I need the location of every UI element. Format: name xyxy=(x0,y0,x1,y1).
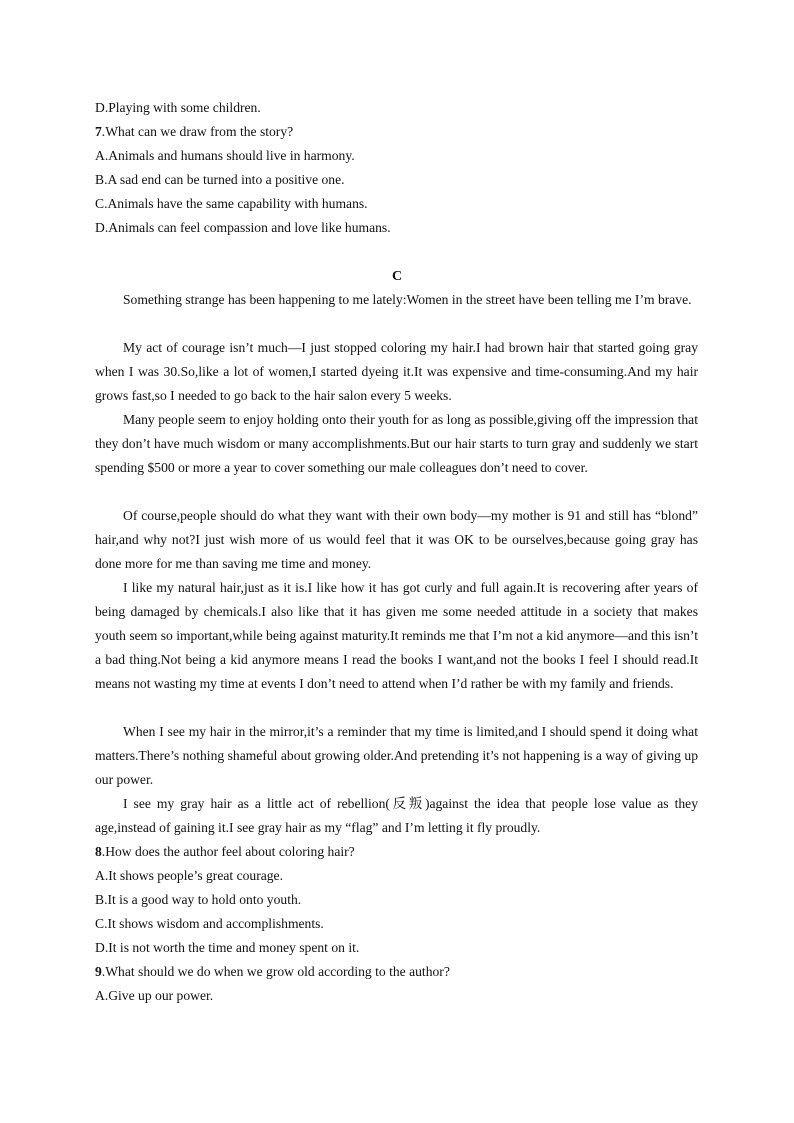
q8-option-b: B.It is a good way to hold onto youth. xyxy=(95,892,302,907)
q8-option-a: A.It shows people’s great courage. xyxy=(95,868,283,883)
q8-stem-text: .How does the author feel about coloring hair? xyxy=(101,844,355,859)
passage-paragraph-4: Of course,people should do what they want with their own body—my mother is 91 and still has “blond” hair,and why not?I just wish more of us would feel that it was OK to be ourselves,because going gray has done more for me than saving me time and money. xyxy=(95,508,698,571)
q7-option-c: C.Animals have the same capability with humans. xyxy=(95,196,368,211)
q7-stem xyxy=(95,120,705,144)
q9-option-a: A.Give up our power. xyxy=(95,988,214,1003)
q7-number: 7 xyxy=(95,124,102,139)
passage-paragraph-5: I like my natural hair,just as it is.I like how it has got curly and full again.It is recovering after years of being damaged by chemicals.I also like that it has given me some needed attitude in a society that makes youth seem so important,while being against maturity.It reminds me that I’m not a kid anymore—and this isn’t a bad thing.Not being a kid anymore means I read the books I want,and not the books I feel I should read.It means not wasting my time at events I don’t need to attend when I’d rather be with my family and friends. xyxy=(95,580,698,691)
passage-paragraph-1: Something strange has been happening to me lately:Women in the street have been telling me I’m brave. xyxy=(123,292,692,307)
passage-c-title: C xyxy=(391,269,403,284)
passage-paragraph-3: Many people seem to enjoy holding onto their youth for as long as possible,giving off the impression that they don’t have much wisdom or many accomplishments.But our hair starts to turn gray and suddenly we start spending $500 or more a year to cover something our male colleagues don’t need to cover. xyxy=(95,412,698,475)
q9-stem xyxy=(95,960,705,984)
q8-option-d: D.It is not worth the time and money spent on it. xyxy=(95,940,360,955)
q8-stem xyxy=(95,840,705,864)
passage-paragraph-7: I see my gray hair as a little act of rebellion(反叛)against the idea that people lose value as they age,instead of gaining it.I see gray hair as my “flag” and I’m letting it fly proudly. xyxy=(95,796,698,835)
q7-option-b: B.A sad end can be turned into a positive one. xyxy=(95,172,345,187)
passage-paragraph-6: When I see my hair in the mirror,it’s a reminder that my time is limited,and I should spend it doing what matters.There’s nothing shameful about growing older.And pretending it’s not happening is a way of giving up our power. xyxy=(95,724,698,787)
q9-stem-text: .What should we do when we grow old according to the author? xyxy=(101,964,450,979)
q9-number: 9 xyxy=(95,964,102,979)
q7-stem-text: .What can we draw from the story? xyxy=(101,124,294,139)
q6-option-d: D.Playing with some children. xyxy=(95,100,261,115)
q8-option-c: C.It shows wisdom and accomplishments. xyxy=(95,916,324,931)
q7-option-a: A.Animals and humans should live in harmony. xyxy=(95,148,355,163)
passage-paragraph-2: My act of courage isn’t much—I just stopped coloring my hair.I had brown hair that started going gray when I was 30.So,like a lot of women,I started dyeing it.It was expensive and time-consuming.And my hair grows fast,so I needed to go back to the hair salon every 5 weeks. xyxy=(95,340,698,403)
q7-option-d: D.Animals can feel compassion and love like humans. xyxy=(95,220,391,235)
q8-number: 8 xyxy=(95,844,102,859)
